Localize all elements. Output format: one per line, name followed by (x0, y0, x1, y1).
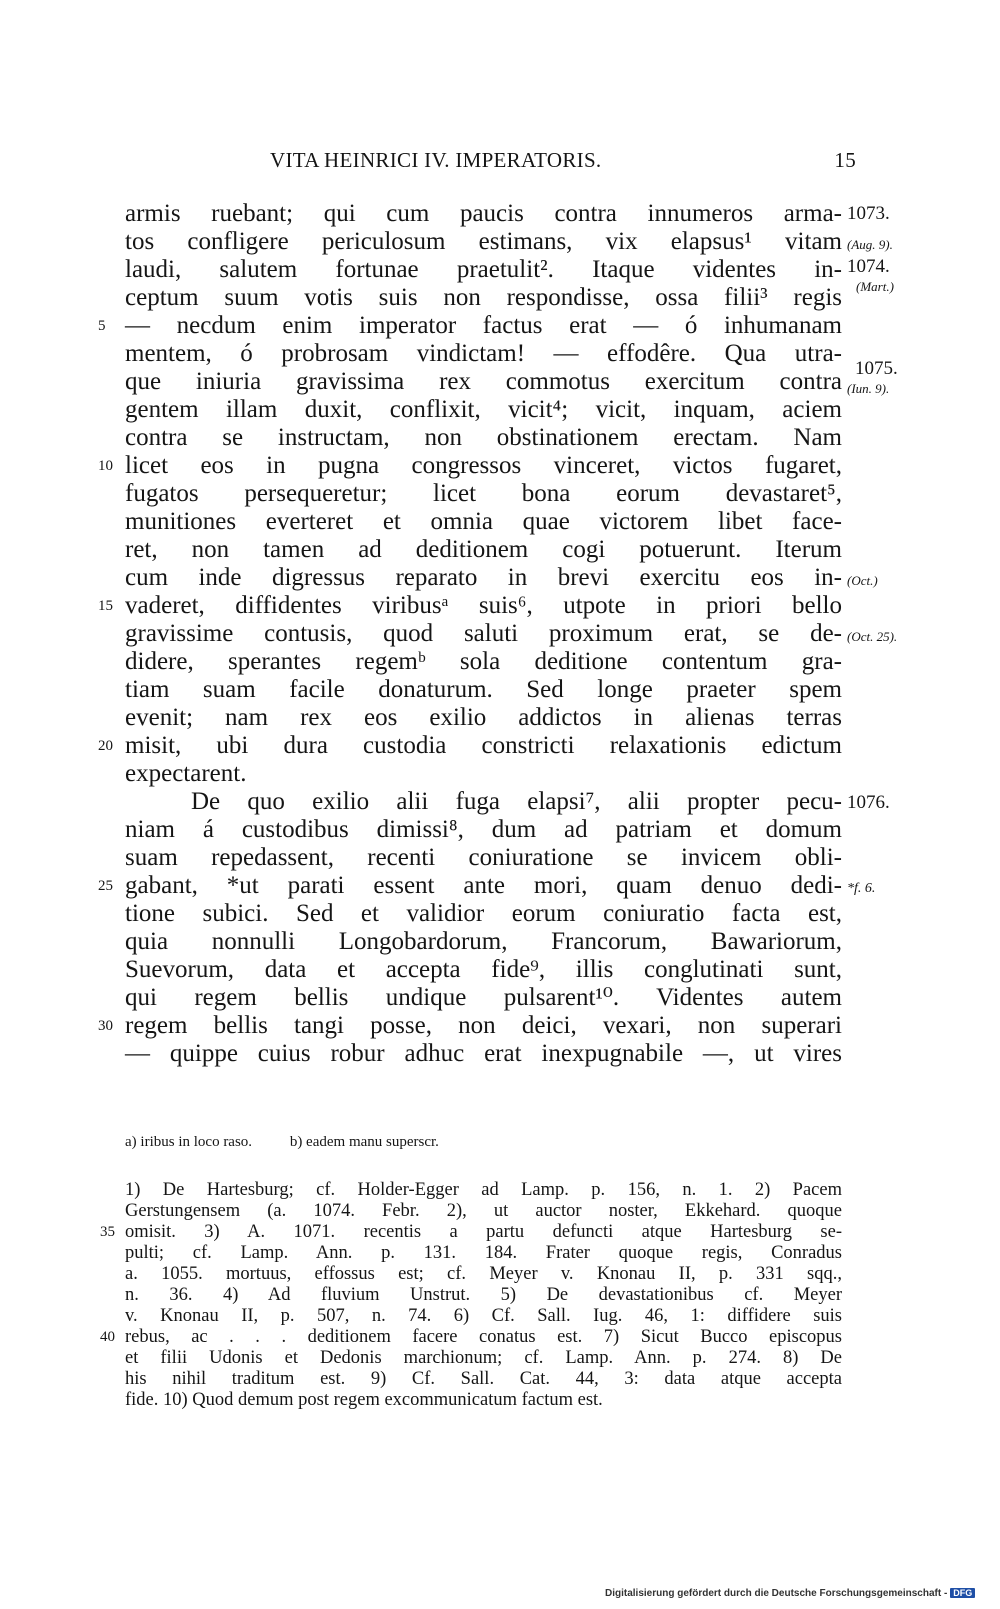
body-line: vaderet, diffidentes viribusᵃ suis⁶, utpote in priori bello (125, 592, 842, 619)
margin-year: 1076. (847, 792, 890, 813)
apparatus-note: b) eadem manu superscr. (289, 1134, 439, 1150)
footnote-line: fide. 10) Quod demum post regem excommunicatum factum est. (125, 1390, 603, 1410)
footnote-line-number: 40 (100, 1329, 115, 1345)
dfg-logo: DFG (950, 1588, 975, 1598)
body-line: evenit; nam rex eos exilio addictos in alienas terras (125, 704, 842, 731)
page-title: VITA HEINRICI IV. IMPERATORIS. (270, 148, 602, 172)
footnote-line: 1) De Hartesburg; cf. Holder-Egger ad Lamp. p. 156, n. 1. 2) Pacem (125, 1180, 842, 1200)
footnote-line-number: 35 (100, 1224, 115, 1240)
line-number: 30 (98, 1018, 113, 1034)
footnote-line: pulti; cf. Lamp. Ann. p. 131. 184. Frater quoque regis, Conradus (125, 1243, 842, 1263)
body-line: didere, sperantes regemᵇ sola deditione contentum gra- (125, 648, 842, 675)
margin-date: (Iun. 9). (847, 381, 890, 396)
folio-marker: *f. 6. (847, 881, 876, 896)
body-line: expectarent. (125, 760, 247, 787)
body-line: gravissime contusis, quod saluti proximum erat, se de- (125, 620, 842, 647)
page-number: 15 (834, 148, 856, 172)
body-line: cum inde digressus reparato in brevi exercitu eos in- (125, 564, 842, 591)
body-line: suam repedassent, recenti coniuratione se invicem obli- (125, 844, 842, 871)
margin-date: (Mart.) (856, 279, 894, 294)
margin-date: (Oct. 25). (847, 629, 898, 644)
digitization-note: Digitalisierung gefördert durch die Deutsche Forschungsgemeinschaft - (605, 1588, 948, 1599)
line-number: 15 (98, 598, 113, 614)
body-line: — quippe cuius robur adhuc erat inexpugnabile —, ut vires (125, 1040, 842, 1067)
body-line: tiam suam facile donaturum. Sed longe praeter spem (125, 676, 842, 703)
footnote-line: a. 1055. mortuus, effossus est; cf. Meyer v. Knonau II, p. 331 sqq., (125, 1264, 842, 1284)
margin-year: 1074. (847, 256, 890, 277)
line-number: 20 (98, 738, 113, 754)
margin-date: (Oct.) (847, 573, 878, 588)
margin-year: 1073. (847, 203, 890, 224)
body-line: regem bellis tangi posse, non deici, vexari, non superari (125, 1012, 842, 1039)
body-line: ret, non tamen ad deditionem cogi potuerunt. Iterum (125, 536, 842, 563)
body-line: licet eos in pugna congressos vinceret, victos fugaret, (125, 452, 842, 479)
body-line: qui regem bellis undique pulsarent¹⁰. Videntes autem (125, 984, 842, 1011)
footnote-line: Gerstungensem (a. 1074. Febr. 2), ut auctor noster, Ekkehard. quoque (125, 1201, 842, 1221)
footnote-line: et filii Udonis et Dedonis marchionum; cf. Lamp. Ann. p. 274. 8) De (125, 1348, 842, 1368)
margin-year: 1075. (855, 358, 898, 379)
footnote-line: his nihil traditum est. 9) Cf. Sall. Cat. 44, 3: data atque accepta (125, 1369, 842, 1389)
line-number: 10 (98, 458, 113, 474)
footnote-line: v. Knonau II, p. 507, n. 74. 6) Cf. Sall. Iug. 46, 1: diffidere suis (125, 1306, 842, 1326)
body-line: misit, ubi dura custodia constricti relaxationis edictum (125, 732, 842, 759)
footnote-line: rebus, ac . . . deditionem facere conatus est. 7) Sicut Bucco episcopus (125, 1327, 842, 1347)
body-line: gentem illam duxit, conflixit, vicit⁴; vicit, inquam, aciem (125, 396, 842, 423)
body-line: armis ruebant; qui cum paucis contra innumeros arma- (125, 200, 842, 227)
margin-date: (Aug. 9). (847, 237, 893, 252)
body-line: gabant, *ut parati essent ante mori, quam denuo dedi- (125, 872, 842, 899)
body-line: ceptum suum votis suis non respondisse, ossa filii³ regis (125, 284, 842, 311)
line-number: 5 (98, 318, 106, 334)
body-line: Suevorum, data et accepta fide⁹, illis conglutinati sunt, (125, 956, 842, 983)
body-line: quia nonnulli Longobardorum, Francorum, Bawariorum, (125, 928, 842, 955)
body-line: niam á custodibus dimissi⁸, dum ad patriam et domum (125, 816, 842, 843)
line-number: 25 (98, 878, 113, 894)
footnote-line: n. 36. 4) Ad fluvium Unstrut. 5) De devastationibus cf. Meyer (125, 1285, 842, 1305)
digitization-credit (605, 1588, 975, 1599)
footnote-line: omisit. 3) A. 1071. recentis a partu defuncti atque Hartesburg se- (125, 1222, 842, 1242)
body-line: laudi, salutem fortunae praetulit². Itaque videntes in- (125, 256, 842, 283)
body-line: De quo exilio alii fuga elapsi⁷, alii propter pecu- (191, 788, 842, 815)
body-line: tos confligere periculosum estimans, vix elapsus¹ vitam (125, 228, 842, 255)
body-line: — necdum enim imperator factus erat — ó inhumanam (125, 312, 842, 339)
apparatus-note: a) iribus in loco raso. (125, 1134, 253, 1150)
body-line: munitiones everteret et omnia quae victorem libet face- (125, 508, 842, 535)
body-line: fugatos persequeretur; licet bona eorum devastaret⁵, (125, 480, 842, 507)
body-line: mentem, ó probrosam vindictam! — effodêre. Qua utra- (125, 340, 842, 367)
critical-apparatus (125, 1134, 473, 1151)
body-line: tione subici. Sed et validior eorum coniuratio facta est, (125, 900, 842, 927)
body-line: contra se instructam, non obstinationem erectam. Nam (125, 424, 842, 451)
body-line: que iniuria gravissima rex commotus exercitum contra (125, 368, 842, 395)
